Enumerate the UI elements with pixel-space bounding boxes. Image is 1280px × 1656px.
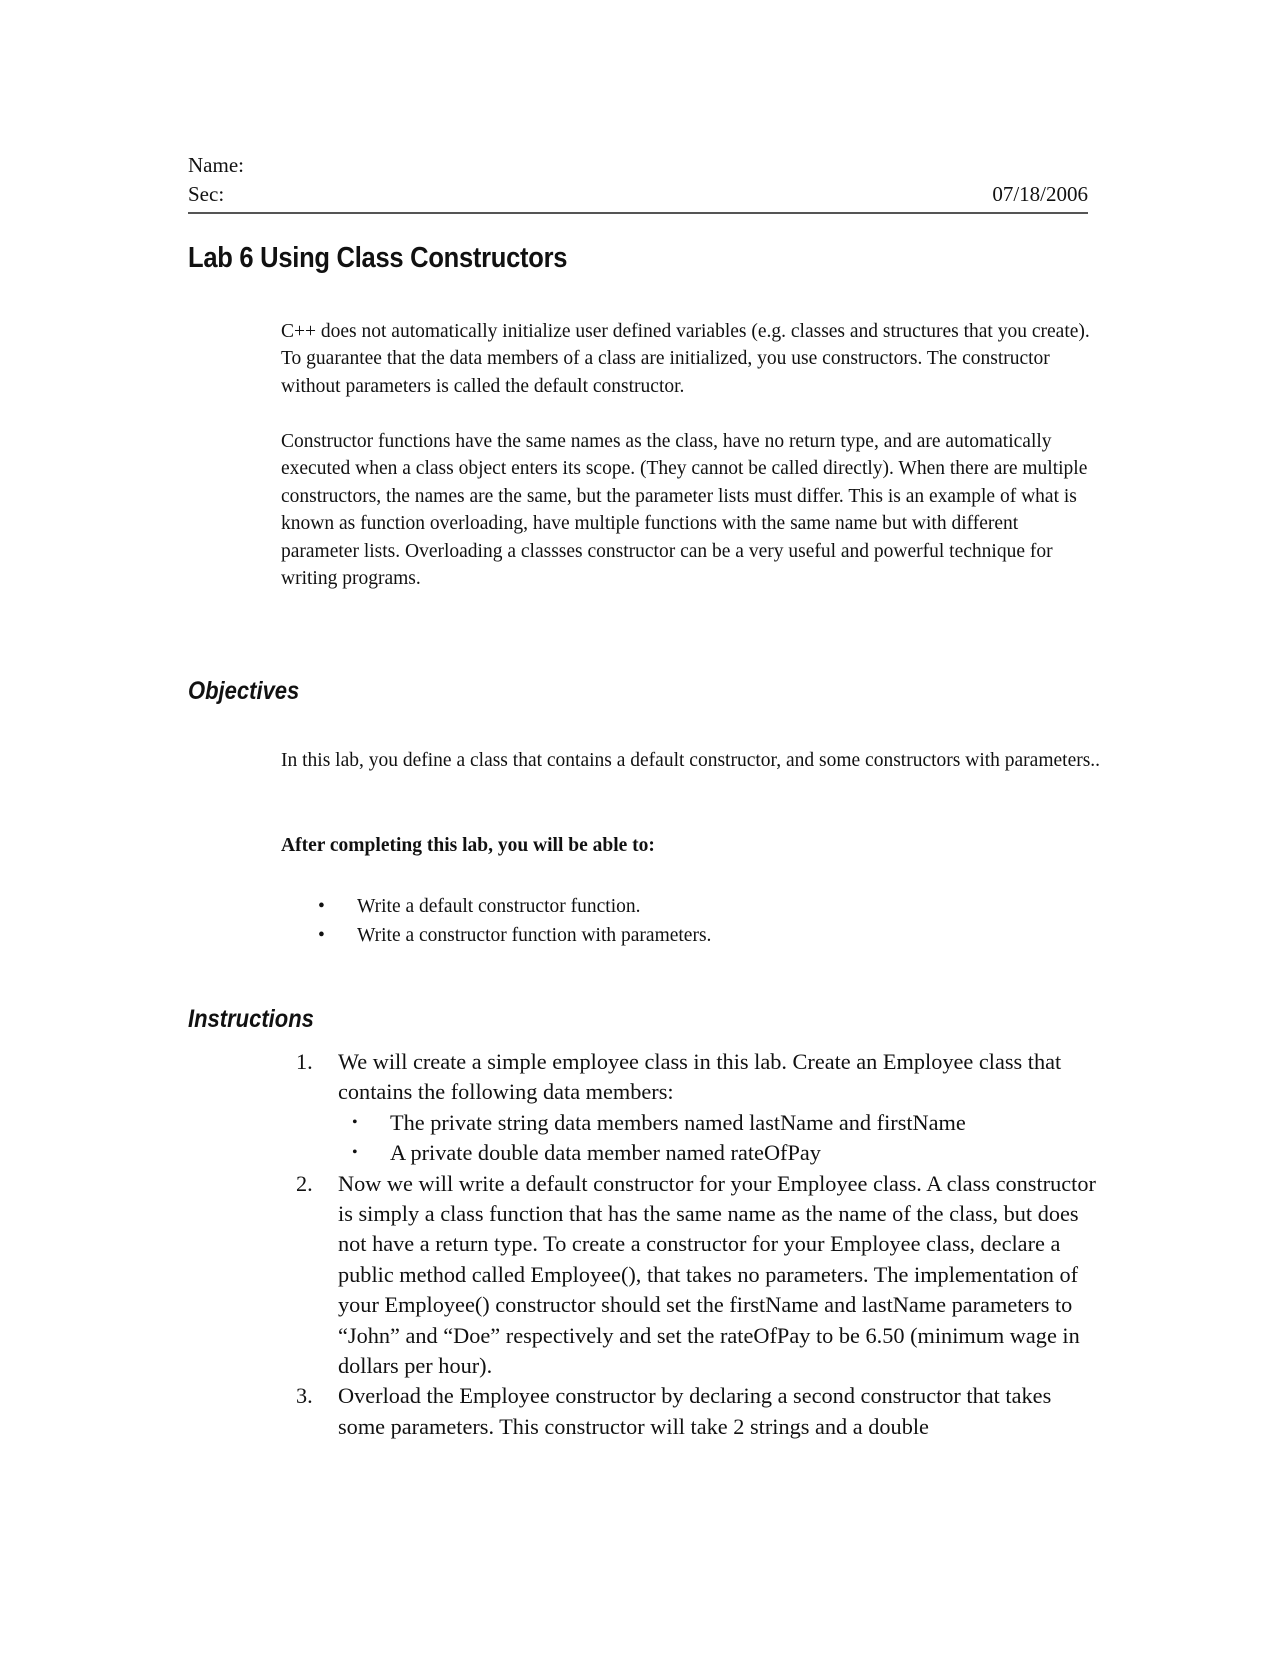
item-text: Now we will write a default constructor for your Employee class. A class constructor is simply a class function that has the same name as the name of the class, but does not have a return type. To create a constructor for your Employee class, declare a public method called Employee(), that takes no parameters. The implementation of your Employee() constructor should set the firstName and lastName parameters to “John” and “Doe” respectively and set the rateOfPay to be 6.50 (minimum wage in dollars per hour). [338, 1170, 1096, 1379]
item-number: 1. [296, 1049, 313, 1074]
item-number: 2. [296, 1170, 313, 1196]
sub-item [296, 1138, 1096, 1168]
list-item-text: Write a default constructor function. [357, 896, 641, 917]
list-item-text: Write a constructor function with parameters. [357, 925, 712, 946]
objectives-heading: Objectives [188, 677, 300, 705]
bullet-icon: • [352, 1113, 358, 1131]
item-number: 3. [296, 1383, 313, 1409]
bullet-icon: • [318, 896, 325, 917]
instruction-item [296, 1047, 1096, 1169]
header-rule [188, 212, 1088, 214]
intro-paragraph: C++ does not automatically initialize user defined variables (e.g. classes and structures that you create). To guarantee that the data members of a class are initialized, you use constructors. The constructor without parameters is called the default constructor. [281, 321, 1090, 397]
instruction-item [296, 1169, 1096, 1382]
sub-item-text: The private string data members named lastName and firstName [390, 1109, 966, 1135]
sec-label: Sec: [188, 182, 225, 206]
sub-item [296, 1108, 1096, 1138]
objectives-list [318, 892, 711, 950]
date: 07/18/2006 [992, 182, 1088, 206]
instructions-heading: Instructions [188, 1005, 314, 1033]
instructions-list [296, 1047, 1096, 1442]
objectives-lead: After completing this lab, you will be able to: [281, 835, 655, 856]
name-label: Name: [188, 153, 244, 177]
sub-list [296, 1108, 1096, 1169]
bullet-icon: • [352, 1144, 358, 1162]
bullet-icon: • [318, 925, 325, 946]
objectives-text: In this lab, you define a class that contains a default constructor, and some constructors with parameters.. [281, 750, 1101, 771]
instruction-item [296, 1381, 1096, 1442]
intro-paragraph: Constructor functions have the same names as the class, have no return type, and are automatically executed when a class object enters its scope. (They cannot be called directly). When there are multiple constructors, the names are the same, but the parameter lists must differ. This is an example of what is known as function overloading, have multiple functions with the same name but with different parameter lists. Overloading a classses constructor can be a very useful and powerful technique for writing programs. [281, 431, 1088, 590]
list-item [318, 892, 711, 921]
sub-item-text: A private double data member named rateOfPay [390, 1140, 821, 1166]
page-title: Lab 6 Using Class Constructors [188, 242, 568, 274]
item-text: We will create a simple employee class in this lab. Create an Employee class that contains the following data members: [338, 1049, 1062, 1105]
list-item [318, 921, 711, 950]
item-text: Overload the Employee constructor by declaring a second constructor that takes some parameters. This constructor will take 2 strings and a double [338, 1383, 1052, 1439]
